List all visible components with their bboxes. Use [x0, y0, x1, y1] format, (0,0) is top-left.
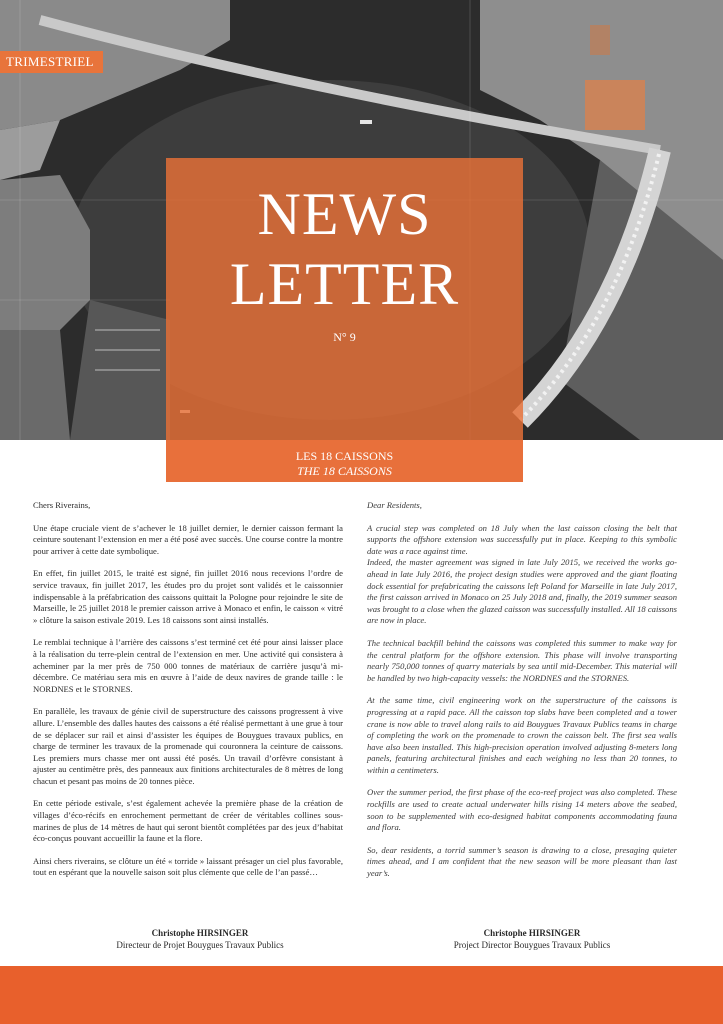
signature-name-fr: Christophe HIRSINGER [151, 928, 249, 938]
english-column [367, 500, 677, 891]
section-title-en: THE 18 CAISSONS [297, 464, 392, 478]
paragraph-fr-4: En parallèle, les travaux de génie civil de superstructure des caissons progressent à vive allure. L’ensemble des dalles hautes des caissons a été réalisé permettant à une grue à tour de se déplacer sur rail et ainsi d’assister les équipes de Bouygues travaux publics, en charge de terminer les travaux de la promenade qui couronnera la ceinture de caissons. Les premiers murs chasse mer ont aussi été posés. Un travail d’orfèvre consistant à ajuster au centimètre près, des panneaux aux finitions architecturales de 8 mètres de long chacun et pesant pas moins de 20 tonnes pièce. [33, 706, 343, 786]
greeting-en: Dear Residents, [367, 500, 422, 510]
paragraph-en-4: Over the summer period, the first phase of the eco-reef project was also completed. These rockfills are used to create actual underwater hills rising 14 meters above the seabed, soon to be supplemented with eco-designed habitat components accommodating fauna and flora. [367, 787, 677, 833]
signature-name-en: Christophe HIRSINGER [483, 928, 581, 938]
newsletter-title-box [166, 158, 523, 440]
paragraph-fr-6: Ainsi chers riverains, se clôture un été « torride » laissant présager un ciel plus favorable, tout en espérant que la nouvelle saison soit plus clémente que celle de l’an passé… [33, 855, 343, 878]
french-column [33, 500, 343, 890]
paragraph-fr-2: En effet, fin juillet 2015, le traité est signé, fin juillet 2016 nous recevions l’ordre de service travaux, fin juillet 2017, les études pro du projet sont validés et le caissonnier indispensable à la préfabrication des caissons quittait la Pologne pour rejoindre le site de Marseille, le 25 juillet 2018 le premier caisson arrive à Monaco et enfin, le caisson « vitré » clôture la saison estivale 2019. Les 18 caissons sont ainsi installés. [33, 568, 343, 625]
section-title-fr: LES 18 CAISSONS [295, 449, 394, 463]
signature-en [382, 927, 682, 951]
title-news: NEWS [257, 181, 432, 247]
signature-role-fr: Directeur de Projet Bouygues Travaux Publics [116, 940, 284, 950]
paragraph-fr-1: Une étape cruciale vient de s’achever le 18 juillet dernier, le dernier caisson fermant la ceinture soutenant l’extension en mer a été posé avec succès. Une course contre la montre pour arriver à cette date symbolique. [33, 522, 343, 556]
paragraph-en-3: At the same time, civil engineering work on the superstructure of the caissons is progressing at a rapid pace. All the caisson top slabs have been completed and a tower crane is now able to travel along rails to aid Bouygues Travaux Publics teams in charge of completing the work on the promenade to crown the caisson belt. The first sea walls have also been installed. This high-precision operation involved adjusting 8-meters long panels, featuring architectural finishes and each weighing no less than 20 tonnes, to within a centimeters. [367, 695, 677, 775]
section-title-band [166, 440, 523, 482]
paragraph-en-2: The technical backfill behind the caissons was completed this summer to make way for the central platform for the offshore extension. This phase will involve transporting nearly 750,000 tonnes of quarry materials by sea until mid-December. This material will be handled by two high-capacity vessels: the NORDNES and the STORNES. [367, 637, 677, 683]
issue-number: N° 9 [333, 330, 356, 344]
quarterly-tag: TRIMESTRIEL [0, 51, 103, 73]
paragraph-fr-3: Le remblai technique à l’arrière des caissons s’est terminé cet été pour ainsi laisser place à la réalisation du terre-plein central de l’extension en mer. Une activité qui consistera à acheminer par la mer près de 750 000 tonnes de matériaux de carrière jusqu’à mi-décembre. Ce matériau sera mis en œuvre à l’aide de deux navires de grande taille : le NORDNES et le STORNES. [33, 637, 343, 694]
paragraph-en-5: So, dear residents, a torrid summer’s season is drawing to a close, presaging quieter times ahead, and I am confident that the new season will be more pleasant than last year’s. [367, 844, 677, 879]
title-letter: LETTER [229, 251, 460, 317]
signature-fr [50, 927, 350, 951]
paragraph-en-1: A crucial step was completed on 18 July when the last caisson closing the belt that supports the offshore extension was successfully put in place. Keeping to this symbolic date was a race against time. Indeed, the master agreement was signed in late July 2015, we received the works go-ahead in late July 2016, the project design studies were approved and the giant floating dock essential for prefabricating the caissons left Poland for Marseille in late July 2017, the first caisson arrived in Monaco on 25 July 2018 and, finally, the 2019 summer season was brought to a close when the glazed caisson was successfully installed. All 18 caissons are now in place. [367, 522, 677, 626]
footer-bar [0, 966, 723, 1024]
signature-role-en: Project Director Bouygues Travaux Publics [453, 940, 611, 950]
greeting-fr: Chers Riverains, [33, 500, 91, 510]
paragraph-fr-5: En cette période estivale, s’est également achevée la première phase de la création de villages d’éco-récifs en enrochement permettant de créer de véritables collines sous-marines de plus de 14 mètres de haut qui seront bientôt complétées par des jeux d’habitat éco-conçus pouvant accueillir la faune et la flore. [33, 798, 343, 844]
